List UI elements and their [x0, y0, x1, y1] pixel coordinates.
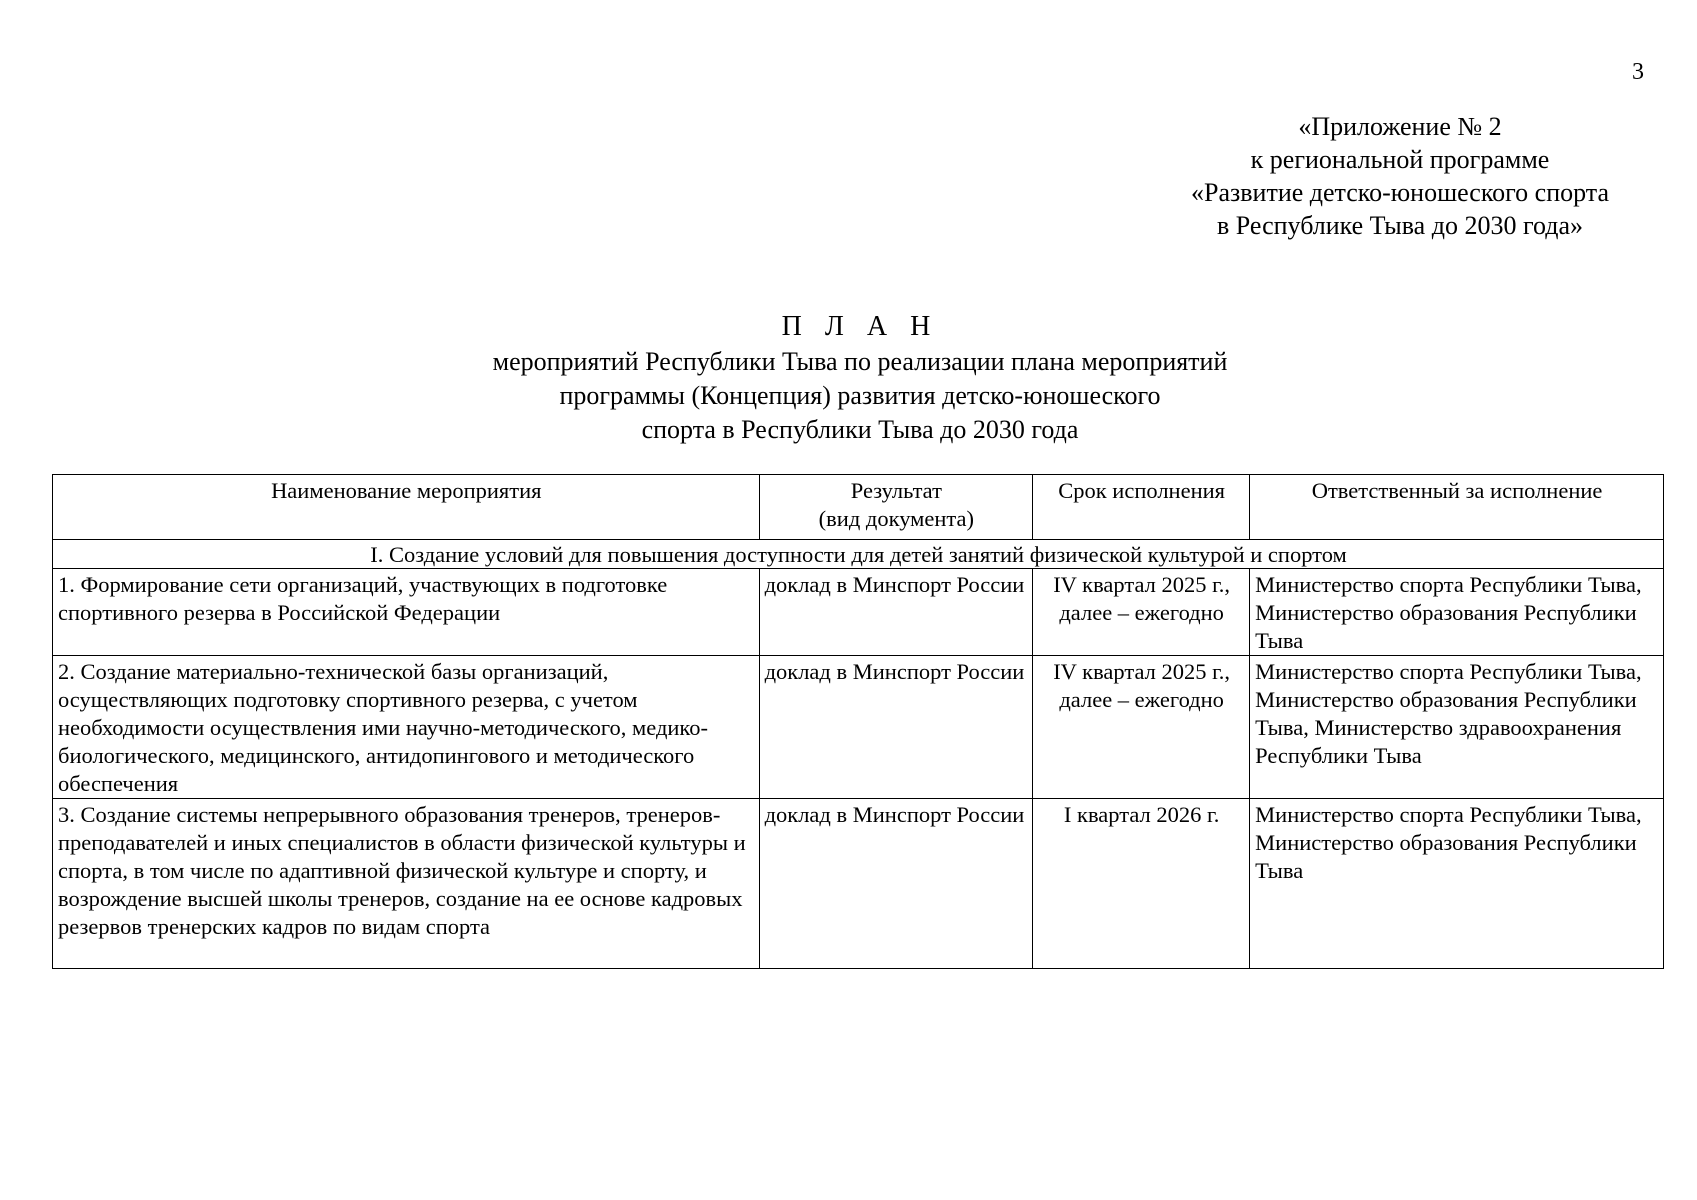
header-name-text: Наименование мероприятия [271, 478, 542, 503]
header-deadline [1033, 475, 1250, 540]
appendix-header [1160, 110, 1640, 242]
header-result-line: (вид документа) [818, 506, 975, 531]
cell-name: 3. Создание системы непрерывного образования тренеров, тренеров-преподавателей и иных специалистов в области физической культуры и спорта, в том числе по адаптивной физической культуре и спорту, и возрождение высшей школы тренеров, создание на ее основе кадровых резервов тренерских кадров по видам спорта [53, 799, 760, 969]
appendix-line: «Приложение № 2 [1298, 112, 1502, 141]
header-result [759, 475, 1033, 540]
cell-responsible: Министерство спорта Республики Тыва, Министерство образования Республики Тыва [1250, 569, 1664, 656]
plan-subtitle-line: мероприятий Республики Тыва по реализации плана мероприятий [492, 347, 1228, 376]
section-row [53, 540, 1664, 569]
table-row [53, 799, 1664, 969]
header-name [53, 475, 760, 540]
plan-subtitle [0, 345, 1697, 447]
cell-deadline: IV квартал 2025 г., далее – ежегодно [1033, 569, 1250, 656]
plan-subtitle-line: спорта в Республики Тыва до 2030 года [641, 415, 1079, 444]
cell-deadline: I квартал 2026 г. [1033, 799, 1250, 969]
cell-result: доклад в Минспорт России [759, 656, 1033, 799]
header-result-line: Результат [850, 478, 942, 503]
plan-subtitle-line: программы (Концепция) развития детско-юношеского [559, 381, 1161, 410]
header-responsible [1250, 475, 1664, 540]
cell-responsible: Министерство спорта Республики Тыва, Министерство образования Республики Тыва, Министерство здравоохранения Республики Тыва [1250, 656, 1664, 799]
cell-name: 1. Формирование сети организаций, участвующих в подготовке спортивного резерва в Российской Федерации [53, 569, 760, 656]
page-number: 3 [1632, 59, 1644, 85]
header-deadline-text: Срок исполнения [1058, 478, 1226, 503]
cell-result: доклад в Минспорт России [759, 569, 1033, 656]
table-header-row [53, 475, 1664, 540]
cell-result: доклад в Минспорт России [759, 799, 1033, 969]
table-row [53, 656, 1664, 799]
cell-name: 2. Создание материально-технической базы организаций, осуществляющих подготовку спортивного резерва, с учетом необходимости осуществления ими научно-методического, медико-биологического, медицинского, антидопингового и методического обеспечения [53, 656, 760, 799]
cell-deadline: IV квартал 2025 г., далее – ежегодно [1033, 656, 1250, 799]
plan-table [52, 474, 1664, 969]
appendix-line: к региональной программе [1250, 145, 1550, 174]
section-title: I. Создание условий для повышения доступности для детей занятий физической культурой и спортом [53, 540, 1664, 569]
cell-responsible: Министерство спорта Республики Тыва, Министерство образования Республики Тыва [1250, 799, 1664, 969]
appendix-line: «Развитие детско-юношеского спорта [1191, 178, 1609, 207]
appendix-line: в Республике Тыва до 2030 года» [1217, 211, 1583, 240]
plan-title: П Л А Н [781, 311, 939, 342]
table-row [53, 569, 1664, 656]
header-responsible-text: Ответственный за исполнение [1311, 478, 1603, 503]
